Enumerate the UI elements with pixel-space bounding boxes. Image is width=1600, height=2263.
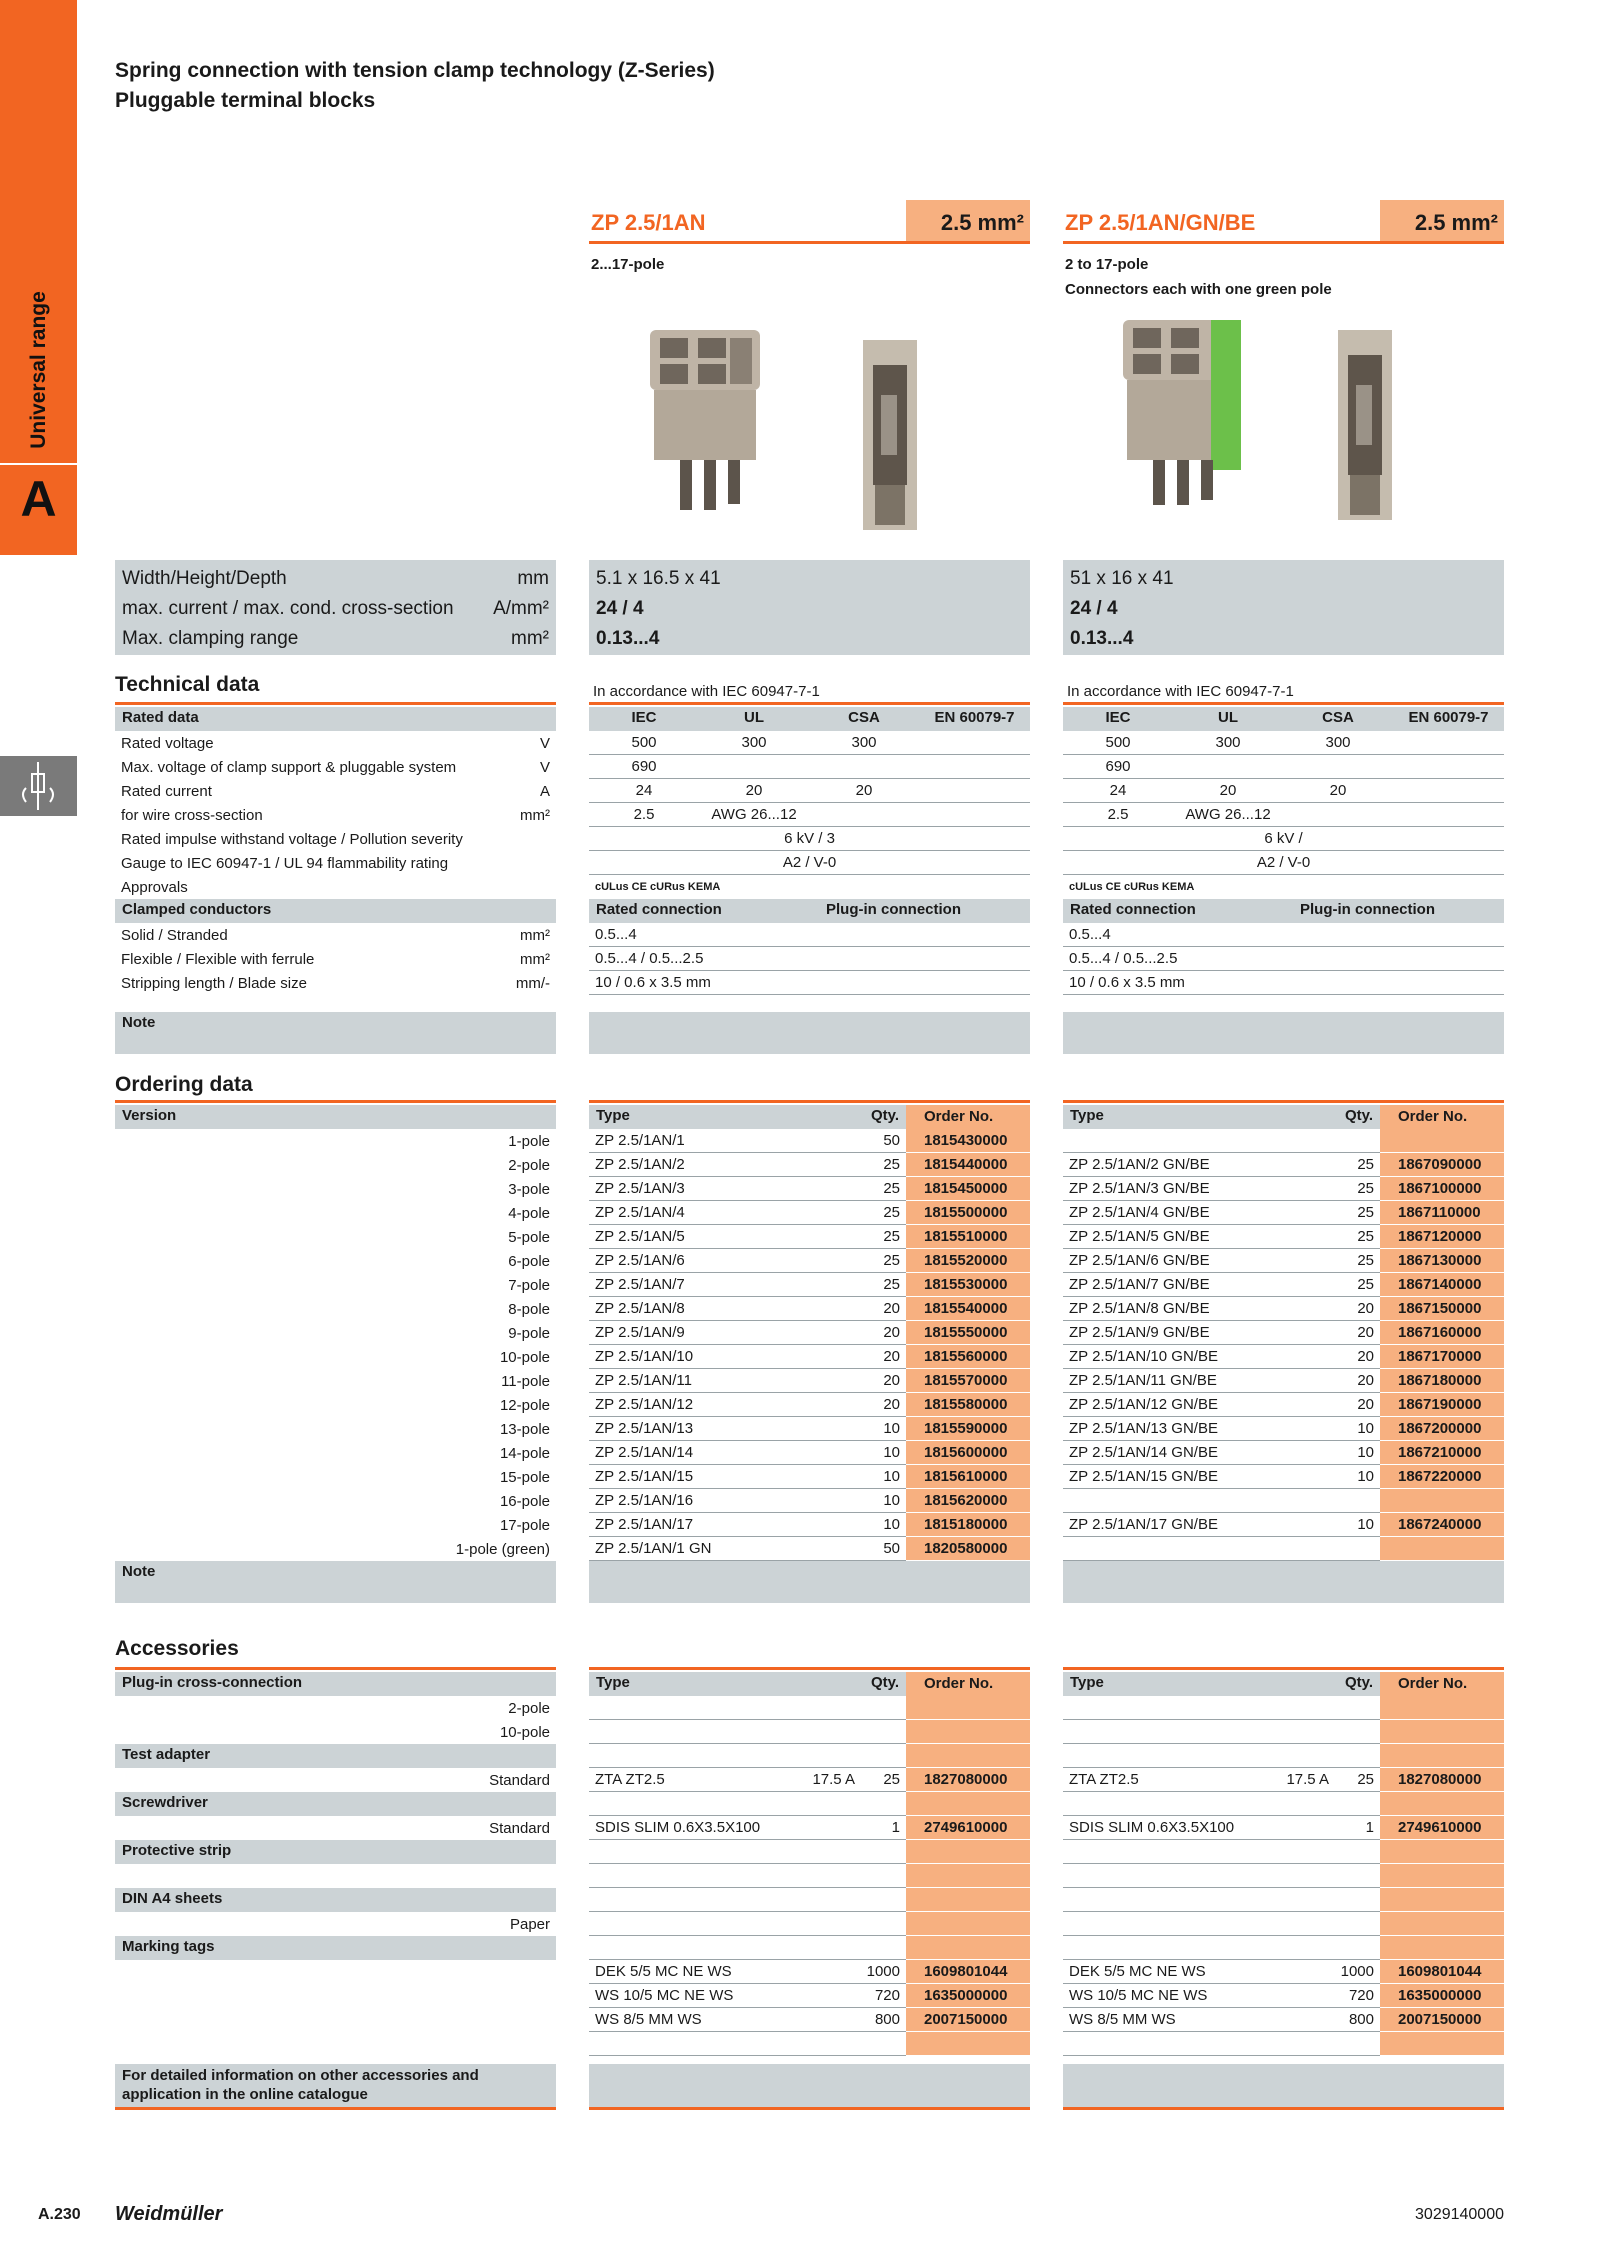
order-number [1380,1537,1398,1561]
conductor-value: 0.5...4 [589,923,1030,947]
order-number: 1867160000 [1398,1324,1482,1341]
accessory-row: WS 8/5 MM WS 800 [589,2008,906,2032]
order-row [1063,1537,1380,1561]
tech-row: Rated voltage V [121,734,550,752]
note-box [1063,1012,1504,1054]
gauge-value: A2 / V-0 [1063,851,1504,875]
accessory-row [1063,1864,1380,1888]
note-bar: Note [115,1012,556,1054]
note-box [1063,1561,1504,1603]
order-number: 1867180000 [1398,1372,1482,1389]
order-number: 1815540000 [924,1300,1008,1317]
product-subtitle-2: Connectors each with one green pole [1065,281,1332,298]
order-separator [1380,1791,1504,1792]
order-row: ZP 2.5/1AN/12 20 [589,1393,906,1417]
accessory-label: 10-pole [499,1723,550,1741]
tech-value-row: 690 [1063,755,1504,779]
ordering-note: Note [115,1561,556,1603]
version-label: 11-pole [501,1372,550,1390]
order-number: 2749610000 [924,1819,1008,1836]
divider [115,702,556,705]
accessory-row [1063,1840,1380,1864]
tech-value-row: 500 300 300 [589,731,1030,755]
tech-value-row: 690 [589,755,1030,779]
order-number [906,1840,924,1864]
order-number [906,1936,924,1960]
order-row: ZP 2.5/1AN/7 25 [589,1273,906,1297]
order-number: 1867240000 [1398,1516,1482,1533]
order-separator [1380,1488,1504,1489]
approvals-marks: cULus CE cURus KEMA [1069,881,1195,893]
accessory-row [589,1888,906,1912]
order-number [1380,1744,1398,1768]
dims-values-2: 51 x 16 x 41 24 / 4 0.13...4 [1063,560,1504,655]
order-row: ZP 2.5/1AN/10 20 [589,1345,906,1369]
order-separator [1380,1887,1504,1888]
order-number: 1635000000 [924,1987,1008,2004]
accessory-row [589,1792,906,1816]
order-number [1380,1696,1398,1720]
accessory-row [589,1720,906,1744]
order-number: 1815550000 [924,1324,1008,1341]
accessory-row [589,1840,906,1864]
order-row: ZP 2.5/1AN/16 10 [589,1489,906,1513]
sidebar-letter: A [20,471,57,527]
accessory-category: Protective strip [115,1840,556,1864]
product-name: ZP 2.5/1AN [591,210,706,235]
order-separator [906,2055,1030,2056]
conductor-value: 10 / 0.6 x 3.5 mm [1063,971,1504,995]
version-label: 7-pole [508,1276,550,1294]
order-row: ZP 2.5/1AN/14 10 [589,1441,906,1465]
order-number: 1609801044 [1398,1963,1482,1980]
order-number: 1867170000 [1398,1348,1482,1365]
product-size: 2.5 mm² [906,200,1030,241]
accessory-row [1063,1912,1380,1936]
order-number: 2007150000 [924,2011,1008,2028]
order-number [1380,1129,1398,1153]
clamped-row: Solid / Stranded mm² [121,926,550,944]
dims-labels: Width/Height/Depth mm max. current / max. cond. cross-section A/mm² Max. clamping range mm² [115,560,556,655]
divider [589,1667,1030,1670]
order-number [1380,2032,1398,2056]
order-number: 1867190000 [1398,1396,1482,1413]
terminal-icon [0,756,77,816]
divider [115,1100,556,1103]
version-label: 4-pole [508,1204,550,1222]
accessory-row: DEK 5/5 MC NE WS 1000 [1063,1960,1380,1984]
order-row: ZP 2.5/1AN/14 GN/BE 10 [1063,1441,1380,1465]
accessory-label [115,2008,556,2032]
version-label: 1-pole [508,1132,550,1150]
order-row: ZP 2.5/1AN/10 GN/BE 20 [1063,1345,1380,1369]
version-label: 3-pole [508,1180,550,1198]
tech-value-row: 2.5 AWG 26...12 [589,803,1030,827]
order-number: 1815590000 [924,1420,1008,1437]
order-number [906,2032,924,2056]
order-row: ZP 2.5/1AN/1 GN 50 [589,1537,906,1561]
accessory-row: DEK 5/5 MC NE WS 1000 [589,1960,906,1984]
order-number: 1867140000 [1398,1276,1482,1293]
product-header-2 [1063,200,1504,244]
order-number: 1867150000 [1398,1300,1482,1317]
order-separator [1380,1743,1504,1744]
order-number: 1815600000 [924,1444,1008,1461]
impulse-value: 6 kV / 3 [589,827,1030,851]
accessory-row [589,1744,906,1768]
order-number: 1815510000 [924,1228,1008,1245]
tech-row: for wire cross-section mm² [121,806,550,824]
accessory-label [115,2032,556,2056]
divider [115,1667,556,1670]
technical-title: Technical data [115,673,260,696]
tech-value-row: 24 20 20 [589,779,1030,803]
order-number: 1815620000 [924,1492,1008,1509]
order-header: Order No. [1398,1108,1468,1125]
order-number: 1815610000 [924,1468,1008,1485]
accessory-row [589,1936,906,1960]
accordance-1: In accordance with IEC 60947-7-1 [593,683,820,700]
accessories-title: Accessories [115,1637,239,1660]
tech-value-row: 24 20 20 [1063,779,1504,803]
order-row: ZP 2.5/1AN/9 GN/BE 20 [1063,1321,1380,1345]
order-number: 1815520000 [924,1252,1008,1269]
conn-header: Rated connection Plug-in connection [1063,899,1504,923]
conductor-value: 0.5...4 / 0.5...2.5 [1063,947,1504,971]
order-number [1380,1720,1398,1744]
version-label: 13-pole [499,1420,550,1438]
accessory-row [1063,1936,1380,1960]
product-size: 2.5 mm² [1380,200,1504,241]
product-image-connector [640,320,770,520]
accessory-label: Standard [489,1819,550,1837]
version-label: 12-pole [499,1396,550,1414]
accessory-row [589,1864,906,1888]
order-number: 1867110000 [1398,1204,1481,1221]
accessory-row [1063,1696,1380,1720]
sidebar-range-label: Universal range [26,291,50,449]
order-number: 1815560000 [924,1348,1008,1365]
order-number [906,1888,924,1912]
order-separator [1380,1935,1504,1936]
version-label: 5-pole [508,1228,550,1246]
order-row: ZP 2.5/1AN/17 10 [589,1513,906,1537]
order-row: ZP 2.5/1AN/7 GN/BE 25 [1063,1273,1380,1297]
order-number: 1815430000 [924,1132,1008,1149]
accessories-header: Type Qty. [589,1672,906,1696]
product-subtitle: 2...17-pole [591,256,665,273]
order-row: ZP 2.5/1AN/8 20 [589,1297,906,1321]
order-row: ZP 2.5/1AN/13 10 [589,1417,906,1441]
order-number [1380,1936,1398,1960]
header-title: Spring connection with tension clamp technology (Z-Series) [115,59,715,82]
tech-value-row: 500 300 300 [1063,731,1504,755]
order-separator [906,1743,1030,1744]
note-box [589,1012,1030,1054]
dims-values-1: 5.1 x 16.5 x 41 24 / 4 0.13...4 [589,560,1030,655]
order-row: ZP 2.5/1AN/13 GN/BE 10 [1063,1417,1380,1441]
divider [1063,702,1504,705]
order-row: ZP 2.5/1AN/5 GN/BE 25 [1063,1225,1380,1249]
product-image-connector-green [1113,310,1253,510]
order-row [1063,1489,1380,1513]
accordance-2: In accordance with IEC 60947-7-1 [1067,683,1294,700]
order-number: 1815580000 [924,1396,1008,1413]
order-row: ZP 2.5/1AN/12 GN/BE 20 [1063,1393,1380,1417]
order-number: 1609801044 [924,1963,1008,1980]
order-separator [906,1839,1030,1840]
accessory-category: DIN A4 sheets [115,1888,556,1912]
tech-row: Max. voltage of clamp support & pluggable system V [121,758,550,776]
conn-header: Rated connection Plug-in connection [589,899,1030,923]
divider [1063,1667,1504,1670]
order-row: ZP 2.5/1AN/1 50 [589,1129,906,1153]
ordering-header: Type Qty. [589,1105,906,1129]
clamped-row: Flexible / Flexible with ferrule mm² [121,950,550,968]
gauge-value: A2 / V-0 [589,851,1030,875]
order-number: 1827080000 [1398,1771,1482,1788]
sidebar-divider [0,463,77,465]
approvals-marks: cULus CE cURus KEMA [595,881,721,893]
order-number [906,1912,924,1936]
order-number [1380,1489,1398,1513]
accessories-footer-note: For detailed information on other accessories and application in the online catalogue [115,2064,556,2110]
tech-row: Rated current A [121,782,550,800]
tech-value-row: 2.5 AWG 26...12 [1063,803,1504,827]
accessory-row [1063,2032,1380,2056]
version-label: 15-pole [499,1468,550,1486]
version-label: 6-pole [508,1252,550,1270]
order-separator [1380,1719,1504,1720]
order-separator [1380,2055,1504,2056]
order-row: ZP 2.5/1AN/2 GN/BE 25 [1063,1153,1380,1177]
order-separator [1380,1839,1504,1840]
divider [589,1100,1030,1103]
impulse-value: 6 kV / [1063,827,1504,851]
order-number: 1867090000 [1398,1156,1482,1173]
order-number: 1815180000 [924,1516,1008,1533]
order-separator [906,1791,1030,1792]
order-number [1380,1792,1398,1816]
order-row: ZP 2.5/1AN/15 GN/BE 10 [1063,1465,1380,1489]
order-number: 1867130000 [1398,1252,1482,1269]
conductor-value: 0.5...4 / 0.5...2.5 [589,947,1030,971]
page-number: A.230 [38,2206,81,2223]
accessory-row [589,1912,906,1936]
order-separator [906,1935,1030,1936]
order-separator [1380,1536,1504,1537]
order-number: 1867200000 [1398,1420,1482,1437]
order-row: ZP 2.5/1AN/8 GN/BE 20 [1063,1297,1380,1321]
product-image-crosssection [855,335,925,535]
divider [1063,1100,1504,1103]
accessory-label [115,1864,556,1888]
order-number: 1635000000 [1398,1987,1482,2004]
accessory-category: Plug-in cross-connection [115,1672,556,1696]
order-row: ZP 2.5/1AN/6 GN/BE 25 [1063,1249,1380,1273]
version-label: 1-pole (green) [455,1540,550,1558]
accessory-category: Marking tags [115,1936,556,1960]
order-separator [906,1911,1030,1912]
accessory-label: Standard [489,1771,550,1789]
order-row: ZP 2.5/1AN/17 GN/BE 10 [1063,1513,1380,1537]
order-row: ZP 2.5/1AN/3 25 [589,1177,906,1201]
accessory-label: 2-pole [508,1699,550,1717]
note-box [589,1561,1030,1603]
note-box [589,2064,1030,2110]
product-name: ZP 2.5/1AN/GN/BE [1065,210,1256,235]
order-number [1380,1864,1398,1888]
order-number: 1827080000 [924,1771,1008,1788]
note-box [1063,2064,1504,2110]
order-number: 1867210000 [1398,1444,1482,1461]
accessory-row [589,2032,906,2056]
order-number [1380,1840,1398,1864]
tech-col-header: IEC UL CSA EN 60079-7 [589,707,1030,731]
version-label: 17-pole [499,1516,550,1534]
order-number: 1815450000 [924,1180,1008,1197]
accessory-row: SDIS SLIM 0.6X3.5X100 1 [589,1816,906,1840]
accessory-row [1063,1888,1380,1912]
order-row: ZP 2.5/1AN/9 20 [589,1321,906,1345]
accessory-row [1063,1792,1380,1816]
order-number [1380,1912,1398,1936]
version-bar: Version [115,1105,556,1129]
accessory-label [115,1984,556,2008]
version-label: 14-pole [499,1444,550,1462]
tech-row: Gauge to IEC 60947-1 / UL 94 flammability rating [121,854,449,872]
order-number: 1867100000 [1398,1180,1482,1197]
order-row: ZP 2.5/1AN/4 GN/BE 25 [1063,1201,1380,1225]
version-label: 8-pole [508,1300,550,1318]
accessory-row: ZTA ZT2.5 17.5 A 25 [1063,1768,1380,1792]
conductor-value: 0.5...4 [1063,923,1504,947]
accessory-row: ZTA ZT2.5 17.5 A 25 [589,1768,906,1792]
order-number [906,1696,924,1720]
product-image-crosssection-2 [1330,325,1400,525]
accessory-row: WS 8/5 MM WS 800 [1063,2008,1380,2032]
order-row: ZP 2.5/1AN/3 GN/BE 25 [1063,1177,1380,1201]
clamped-bar: Clamped conductors [115,899,556,923]
accessory-category: Screwdriver [115,1792,556,1816]
order-number: 1820580000 [924,1540,1008,1557]
order-header: Order No. [1398,1675,1468,1692]
accessory-label: Paper [509,1915,550,1933]
accessory-row [1063,1720,1380,1744]
accessory-row: WS 10/5 MC NE WS 720 [1063,1984,1380,2008]
page-header [115,56,715,116]
order-number: 1867220000 [1398,1468,1482,1485]
order-row: ZP 2.5/1AN/11 GN/BE 20 [1063,1369,1380,1393]
version-label: 10-pole [499,1348,550,1366]
divider [589,702,1030,705]
clamped-row: Stripping length / Blade size mm/- [121,974,550,992]
version-label: 9-pole [508,1324,550,1342]
order-row: ZP 2.5/1AN/11 20 [589,1369,906,1393]
order-number [906,1864,924,1888]
order-number: 1815570000 [924,1372,1008,1389]
order-number: 2749610000 [1398,1819,1482,1836]
order-number [906,1792,924,1816]
accessory-row [589,1696,906,1720]
order-separator [1380,1911,1504,1912]
order-number: 1815500000 [924,1204,1008,1221]
doc-code: 3029140000 [1415,2206,1504,2223]
header-subtitle: Pluggable terminal blocks [115,89,376,112]
brand-logo: Weidmüller [115,2203,223,2225]
order-number: 1815440000 [924,1156,1008,1173]
accessory-row: SDIS SLIM 0.6X3.5X100 1 [1063,1816,1380,1840]
accessory-category: Test adapter [115,1744,556,1768]
order-header: Order No. [924,1675,994,1692]
order-separator [906,1887,1030,1888]
accessories-header: Type Qty. [1063,1672,1380,1696]
product-subtitle: 2 to 17-pole [1065,256,1149,273]
conductor-value: 10 / 0.6 x 3.5 mm [589,971,1030,995]
tech-col-header: IEC UL CSA EN 60079-7 [1063,707,1504,731]
order-row: ZP 2.5/1AN/4 25 [589,1201,906,1225]
tech-row: Rated impulse withstand voltage / Pollution severity [121,830,463,848]
product-header-1 [589,200,1030,244]
order-header: Order No. [924,1108,994,1125]
order-number [1380,1888,1398,1912]
order-number: 1867120000 [1398,1228,1482,1245]
order-separator [906,2031,1030,2032]
order-number [906,1720,924,1744]
accessory-label [115,1960,556,1984]
order-number [906,1744,924,1768]
order-separator [906,1863,1030,1864]
accessory-row [1063,1744,1380,1768]
accessory-row: WS 10/5 MC NE WS 720 [589,1984,906,2008]
order-separator [1380,1863,1504,1864]
order-row: ZP 2.5/1AN/2 25 [589,1153,906,1177]
order-separator [1380,2031,1504,2032]
rated-data-bar: Rated data [115,707,556,731]
order-row: ZP 2.5/1AN/6 25 [589,1249,906,1273]
tech-row: Approvals [121,878,188,896]
order-row [1063,1129,1380,1153]
order-number: 1815530000 [924,1276,1008,1293]
order-number: 2007150000 [1398,2011,1482,2028]
version-label: 2-pole [508,1156,550,1174]
version-label: 16-pole [499,1492,550,1510]
ordering-title: Ordering data [115,1073,253,1096]
order-row: ZP 2.5/1AN/5 25 [589,1225,906,1249]
ordering-header: Type Qty. [1063,1105,1380,1129]
order-separator [906,1719,1030,1720]
order-row: ZP 2.5/1AN/15 10 [589,1465,906,1489]
